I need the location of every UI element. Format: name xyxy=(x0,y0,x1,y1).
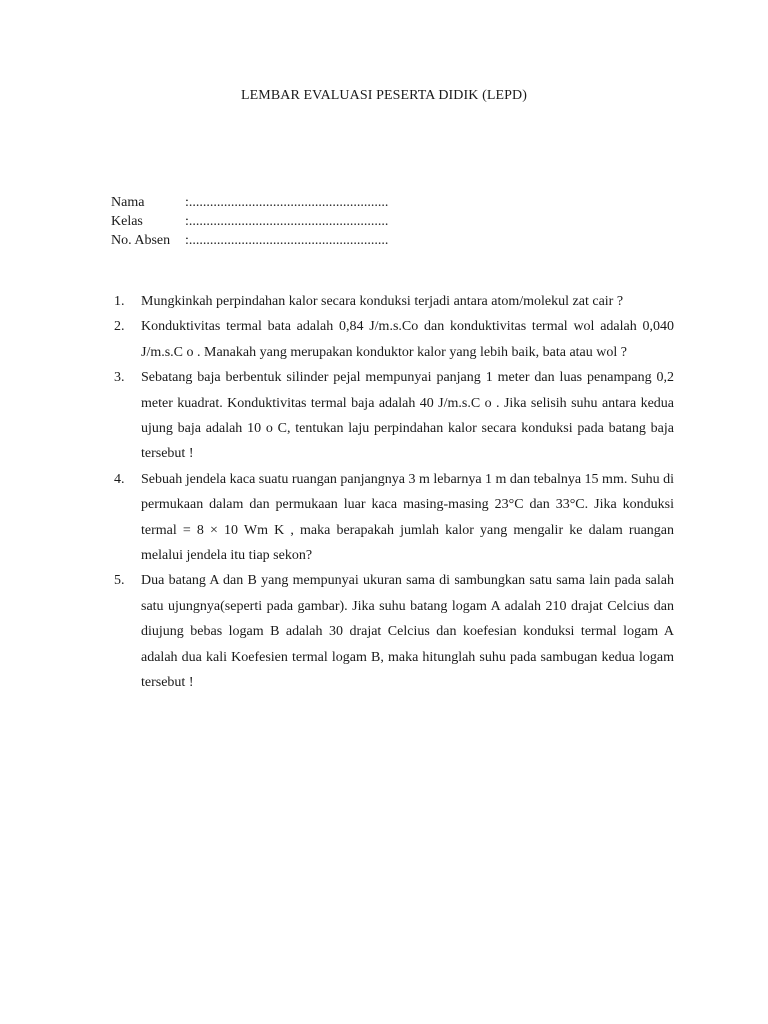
question-text: Dua batang A dan B yang mempunyai ukuran sama di sambungkan satu sama lain pada salah satu ujungnya(seperti pada gambar). Jika suhu batang logam A adalah 210 drajat Celcius dan diujung bebas logam B adalah 30 drajat Celcius dan koefesian konduksi termal logam A adalah dua kali Koefesien termal logam B, maka hitunglah suhu pada sambugan kedua logam tersebut ! xyxy=(141,573,674,691)
question-item xyxy=(111,314,674,365)
question-number: 1. xyxy=(114,294,125,309)
question-number: 2. xyxy=(114,319,125,335)
question-number: 3. xyxy=(114,370,125,386)
identity-value-no-absen: :......................................................... xyxy=(185,233,389,248)
question-item xyxy=(111,289,674,314)
question-text: Konduktivitas termal bata adalah 0,84 J/m.s.Co dan konduktivitas termal wol adalah 0,040 J/m.s.C o . Manakah yang merupakan konduktor kalor yang lebih baik, bata atau wol ? xyxy=(141,319,674,360)
question-item xyxy=(111,467,674,569)
identity-row-kelas xyxy=(111,212,571,231)
question-text: Mungkinkah perpindahan kalor secara konduksi terjadi antara atom/molekul zat cair ? xyxy=(141,294,624,309)
question-text: Sebuah jendela kaca suatu ruangan panjangnya 3 m lebarnya 1 m dan tebalnya 15 mm. Suhu di permukaan dalam dan permukaan luar kaca masing-masing 23°C dan 33°C. Jika konduksi termal = 8 × 10 Wm K , maka berapakah jumlah kalor yang mengalir ke dalam ruangan melalui jendela itu tiap sekon? xyxy=(141,471,675,564)
question-item xyxy=(111,365,674,467)
identity-row-nama xyxy=(111,193,571,212)
identity-label-kelas: Kelas xyxy=(111,214,143,229)
identity-label-nama: Nama xyxy=(111,195,145,210)
identity-label-no-absen: No. Absen xyxy=(111,233,171,248)
identity-section xyxy=(111,193,571,250)
question-number: 5. xyxy=(114,573,125,589)
identity-value-kelas: :......................................................... xyxy=(185,214,389,229)
question-number: 4. xyxy=(114,471,125,487)
identity-value-nama: :......................................................... xyxy=(185,195,389,210)
question-text: Sebatang baja berbentuk silinder pejal mempunyai panjang 1 meter dan luas penampang 0,2 meter kuadrat. Konduktivitas termal baja adalah 40 J/m.s.C o . Jika selisih suhu antara kedua ujung baja adalah 10 o C, tentukan laju perpindahan kalor secara konduksi pada batang baja tersebut ! xyxy=(141,370,674,462)
question-item xyxy=(111,568,674,695)
question-list xyxy=(111,289,674,696)
identity-row-no-absen xyxy=(111,231,571,250)
page-title: LEMBAR EVALUASI PESERTA DIDIK (LEPD) xyxy=(240,88,528,103)
